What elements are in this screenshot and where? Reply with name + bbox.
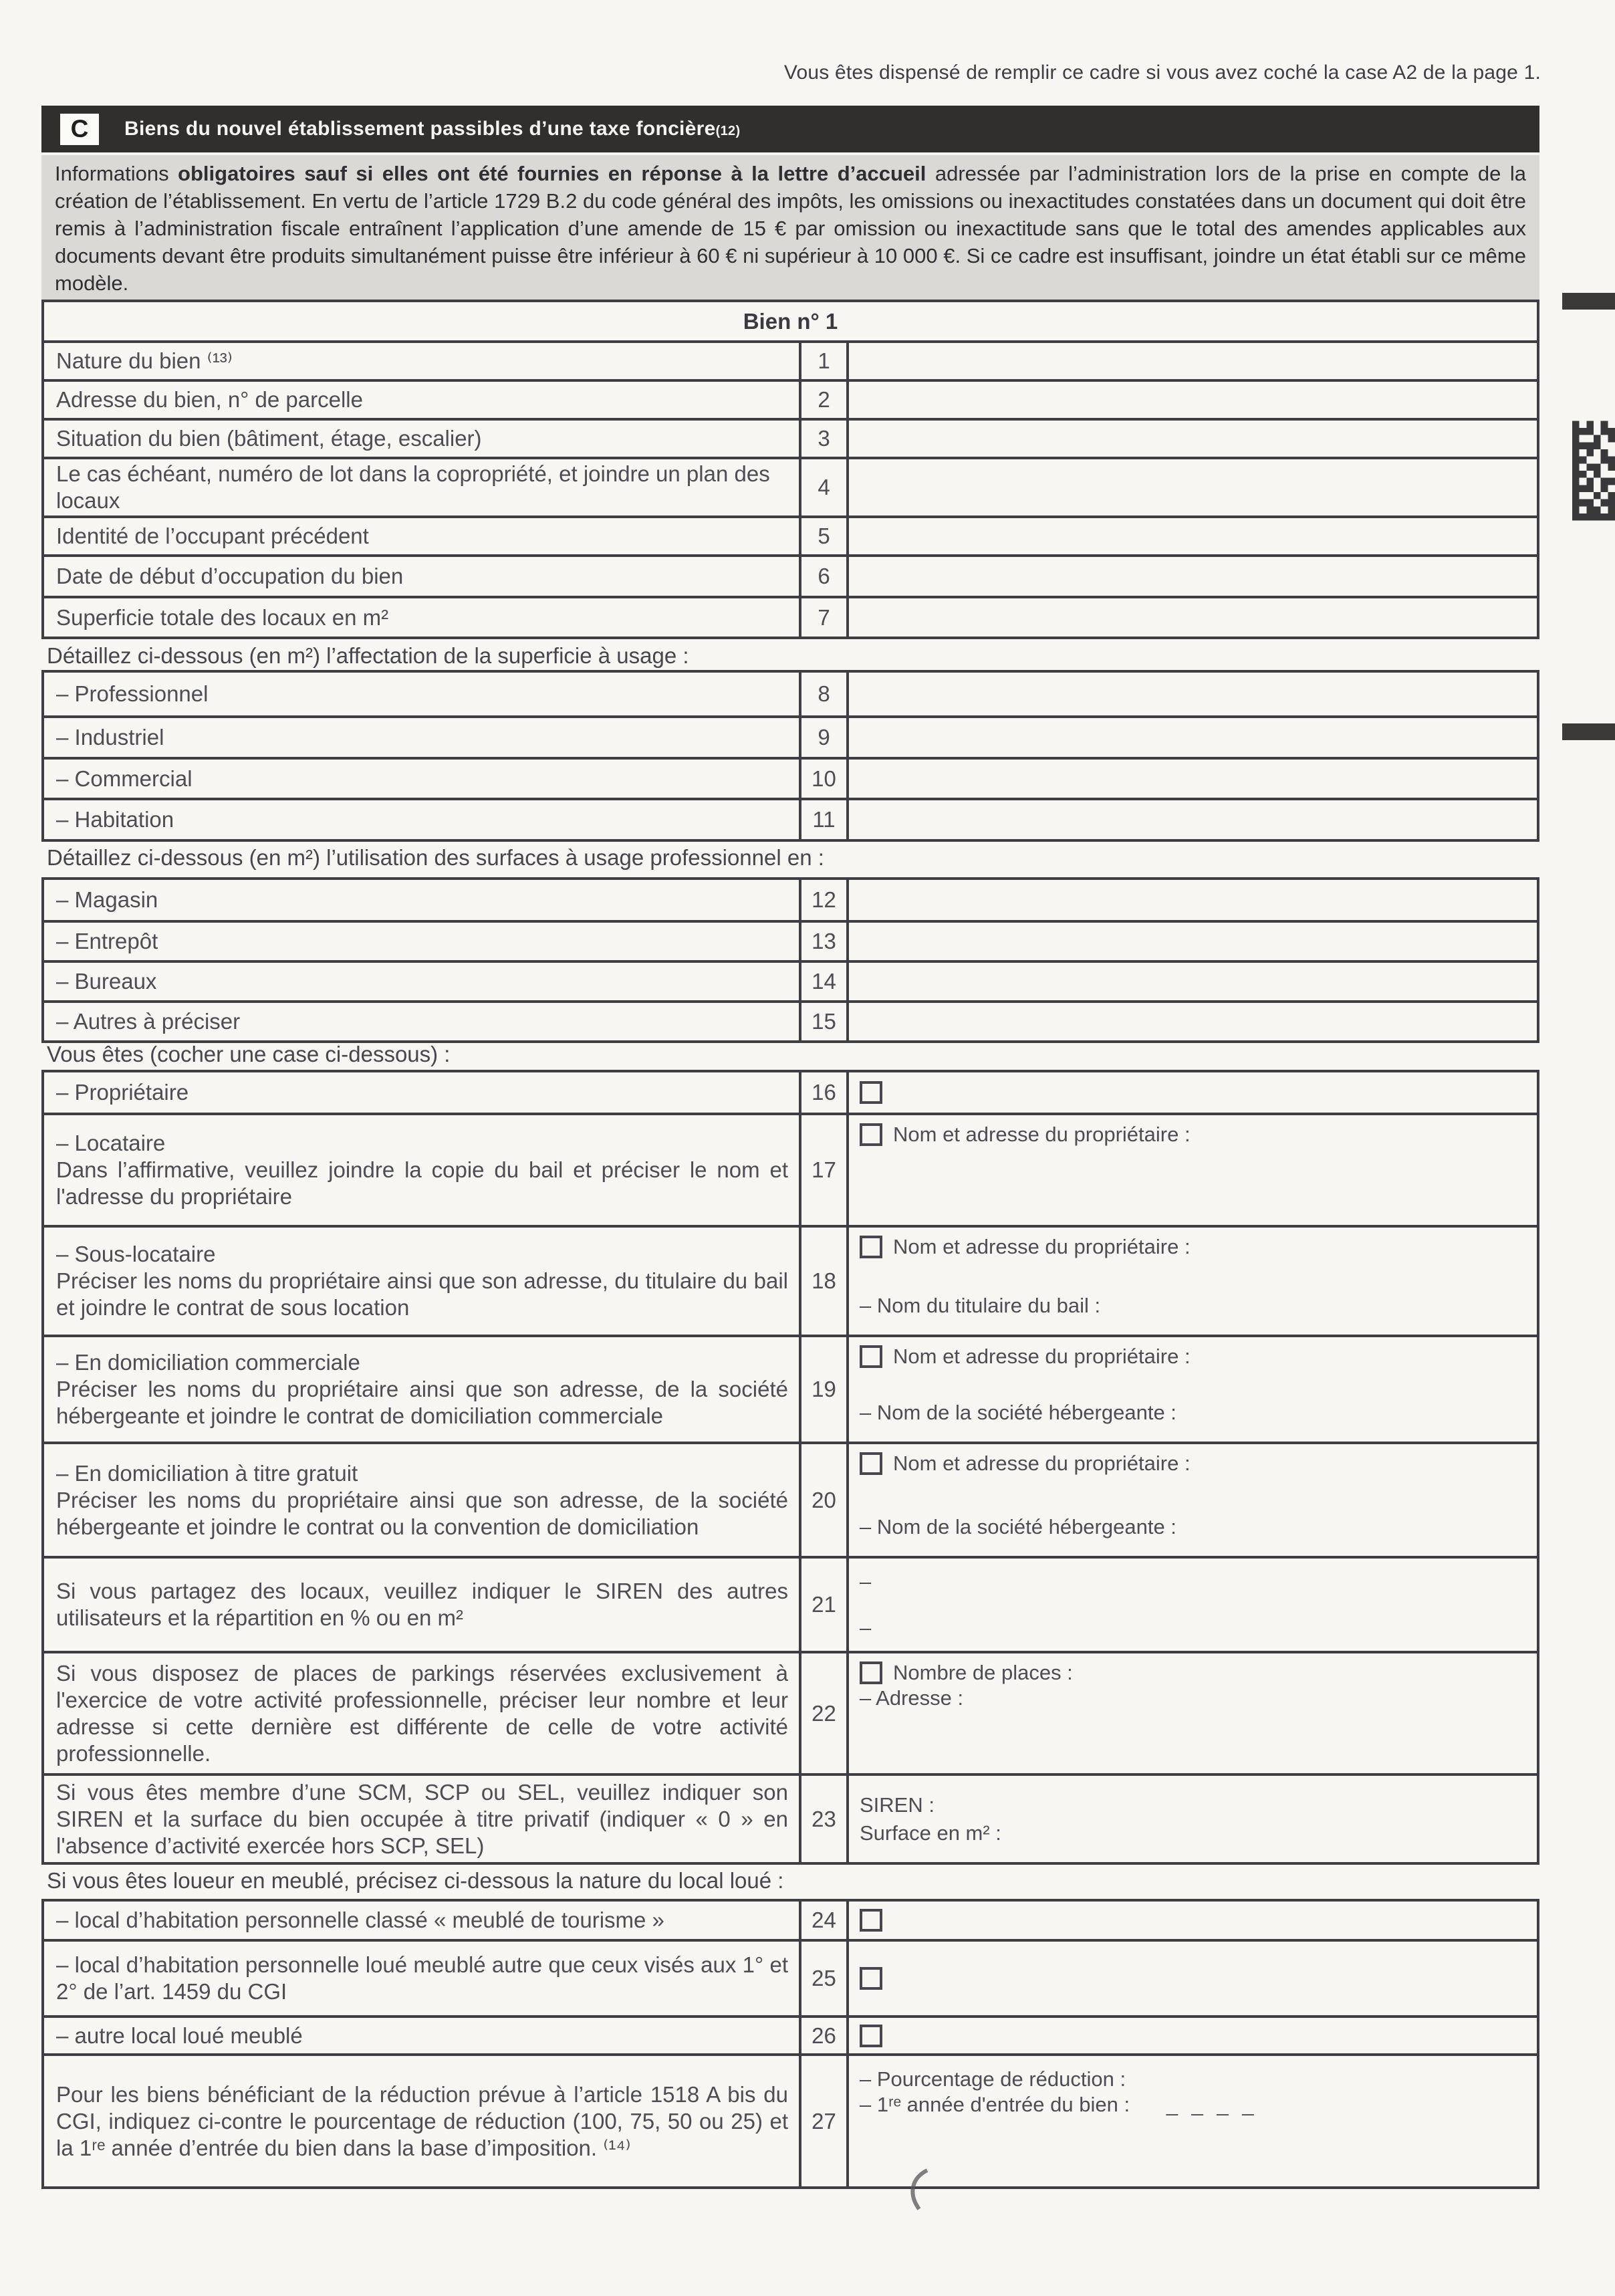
row-number: 11 [799, 800, 849, 839]
section-affectation-title: Détaillez ci-dessous (en m²) l’affectation de la superficie à usage : [47, 643, 689, 668]
form-row-14 [44, 960, 1537, 1000]
form-row-6 [44, 554, 1537, 596]
row-number: 24 [799, 1902, 849, 1939]
field-label-nom-adresse-proprietaire: Nom et adresse du propriétaire : [893, 1123, 1191, 1146]
form-row-4 [44, 457, 1537, 515]
value-cell-commercial[interactable] [849, 760, 1537, 798]
value-cell-domiciliation-commerciale[interactable] [849, 1337, 1537, 1442]
footnote-ref-12: (12) [715, 124, 741, 138]
row-number: 15 [799, 1003, 849, 1040]
exemption-note: Vous êtes dispensé de remplir ce cadre si vous avez coché la case A2 de la page 1. [783, 62, 1541, 84]
value-cell-situation[interactable] [849, 421, 1537, 457]
field-label-societe-hebergeante: – Nom de la société hébergeante : [860, 1401, 1176, 1424]
form-row-22 [44, 1651, 1537, 1773]
row-label: – Autres à préciser [56, 1009, 241, 1034]
form-row-25 [44, 1939, 1537, 2015]
row-number: 13 [799, 923, 849, 960]
row-label: – Habitation [56, 807, 174, 832]
form-row-27 [44, 2053, 1537, 2186]
row-label: Le cas échéant, numéro de lot dans la copropriété, et joindre un plan des locaux [56, 461, 770, 513]
row-label [44, 1228, 799, 1335]
checkbox-meuble-tourisme[interactable] [860, 1909, 882, 1932]
form-row-18 [44, 1225, 1537, 1335]
dash-line: – [860, 1615, 872, 1639]
bien-identification-table [41, 300, 1539, 639]
checkbox-meuble-autre[interactable] [860, 1967, 882, 1990]
value-cell-professionnel[interactable] [849, 673, 1537, 715]
field-label-nom-adresse-proprietaire: Nom et adresse du propriétaire : [893, 1235, 1191, 1258]
form-row-21 [44, 1556, 1537, 1651]
row-number: 23 [799, 1776, 849, 1862]
field-label-societe-hebergeante: – Nom de la société hébergeante : [860, 1515, 1176, 1538]
checkbox-sous-locataire[interactable] [860, 1236, 882, 1258]
row-label: – Entrepôt [56, 929, 158, 953]
form-row-20 [44, 1442, 1537, 1556]
value-cell-lot[interactable] [849, 459, 1537, 515]
field-label-nom-adresse-proprietaire: Nom et adresse du propriétaire : [893, 1452, 1191, 1475]
row-number: 17 [799, 1115, 849, 1225]
row-label: Pour les biens bénéficiant de la réduction prévue à l’article 1518 A bis du CGI, indiquez ci-contre le pourcentage de réduction (100, 75, 50 ou 25) et la 1ʳᵉ année d’entrée du bien dans la base d’imposition. ⁽¹⁴⁾ [56, 2081, 788, 2160]
form-row-24 [44, 1902, 1537, 1939]
row-label: Adresse du bien, n° de parcelle [56, 387, 363, 412]
row-label: – Professionnel [56, 681, 209, 706]
field-label-nom-adresse-proprietaire: Nom et adresse du propriétaire : [893, 1345, 1191, 1368]
value-cell-locataire[interactable] [849, 1115, 1537, 1225]
form-row-8 [44, 673, 1537, 715]
value-cell-proprietaire[interactable] [849, 1072, 1537, 1113]
value-cell-superficie[interactable] [849, 598, 1537, 637]
value-cell-reduction[interactable] [849, 2056, 1537, 2186]
value-cell-autres[interactable] [849, 1003, 1537, 1040]
row-number: 5 [799, 518, 849, 554]
row-label: Identité de l’occupant précédent [56, 524, 369, 548]
row-number: 8 [799, 673, 849, 715]
row-label-title: – Sous-locataire [56, 1242, 216, 1266]
value-cell-domiciliation-gratuite[interactable] [849, 1444, 1537, 1556]
value-cell-parkings[interactable] [849, 1653, 1537, 1773]
value-cell-siren-partage[interactable] [849, 1559, 1537, 1651]
row-label-desc: Préciser les noms du propriétaire ainsi que son adresse, de la société hébergeante et joindre le contrat de domiciliation commerciale [56, 1377, 788, 1428]
utilisation-table [41, 877, 1539, 1043]
row-number: 26 [799, 2018, 849, 2053]
row-number: 22 [799, 1653, 849, 1773]
row-number: 16 [799, 1072, 849, 1113]
row-label: Nature du bien ⁽¹³⁾ [56, 348, 233, 373]
row-label-desc: Dans l’affirmative, veuillez joindre la copie du bail et préciser le nom et l'adresse du propriétaire [56, 1157, 788, 1209]
form-row-7 [44, 596, 1537, 637]
form-row-10 [44, 757, 1537, 798]
row-number: 21 [799, 1559, 849, 1651]
value-cell-bureaux[interactable] [849, 963, 1537, 1000]
checkbox-domiciliation-gratuite[interactable] [860, 1452, 882, 1475]
row-label: Situation du bien (bâtiment, étage, escalier) [56, 426, 482, 451]
form-row-11 [44, 798, 1537, 839]
row-number: 14 [799, 963, 849, 1000]
field-label-adresse: – Adresse : [860, 1686, 964, 1710]
form-row-16 [44, 1072, 1537, 1113]
value-cell-sous-locataire[interactable] [849, 1228, 1537, 1335]
statut-occupation-table [41, 1070, 1539, 1865]
blank-fill-marks: _ _ _ _ [1166, 2093, 1258, 2116]
value-cell-occupant[interactable] [849, 518, 1537, 554]
row-number: 7 [799, 598, 849, 637]
field-label-surface: Surface en m² : [860, 1821, 1001, 1845]
value-cell-nature[interactable] [849, 343, 1537, 379]
checkbox-locataire[interactable] [860, 1123, 882, 1146]
row-label: – Magasin [56, 887, 158, 912]
row-number: 4 [799, 459, 849, 515]
row-number: 12 [799, 880, 849, 920]
row-label [44, 1337, 799, 1442]
row-label-desc: Préciser les noms du propriétaire ainsi que son adresse, du titulaire du bail et joindre le contrat de sous location [56, 1268, 788, 1320]
field-label-titulaire-bail: – Nom du titulaire du bail : [860, 1294, 1101, 1317]
value-cell-entrepot[interactable] [849, 923, 1537, 960]
form-row-13 [44, 920, 1537, 960]
row-number: 1 [799, 343, 849, 379]
section-c-header [41, 106, 1539, 152]
row-label-title: – Locataire [56, 1131, 166, 1155]
row-label: – Industriel [56, 725, 164, 750]
value-cell-scm[interactable] [849, 1776, 1537, 1862]
form-row-5 [44, 515, 1537, 554]
checkbox-autre-local-meuble[interactable] [860, 2025, 882, 2047]
row-label-title: – En domiciliation commerciale [56, 1350, 360, 1375]
form-row-19 [44, 1335, 1537, 1442]
field-label-pourcentage-reduction: – Pourcentage de réduction : [860, 2067, 1126, 2091]
row-label: Si vous êtes membre d’une SCM, SCP ou SEL, veuillez indiquer son SIREN et la surface du bien occupée à titre privatif (indiquer « 0 » en l'absence d’activité exercée hors SCP, SEL) [56, 1779, 788, 1858]
value-cell-magasin[interactable] [849, 880, 1537, 920]
value-cell-industriel[interactable] [849, 718, 1537, 757]
value-cell-adresse[interactable] [849, 382, 1537, 418]
checkbox-proprietaire[interactable] [860, 1081, 882, 1104]
print-registration-mark [1562, 293, 1615, 310]
row-number: 19 [799, 1337, 849, 1442]
print-registration-mark [1562, 723, 1615, 740]
form-row-2 [44, 379, 1537, 418]
legal-notice: Informations obligatoires sauf si elles ont été fournies en réponse à la lettre d’accueil adressée par l’administration lors de la prise en compte de la création de l’établissement. En vertu de l’article 1729 B.2 du code général des impôts, les omissions ou inexactitudes constatées dans un document qui doit être remis à l’administration fiscale entraînent l’application d’une amende de 15 € par omission ou inexactitude sans que le total des amendes applicables aux documents devant être produits simultanément puisse être inférieur à 60 € ni supérieur à 10 000 €. Si ce cadre est insuffisant, joindre un état établi sur ce même modèle. [41, 155, 1539, 300]
section-loueur-meuble-title: Si vous êtes loueur en meublé, précisez ci-dessous la nature du local loué : [47, 1868, 784, 1893]
location-meublee-table [41, 1899, 1539, 2189]
bien-number-title: Bien n° 1 [743, 308, 838, 334]
value-cell-date-occupation[interactable] [849, 557, 1537, 596]
row-label: – Commercial [56, 766, 193, 791]
affectation-table [41, 670, 1539, 842]
row-label: Date de début d’occupation du bien [56, 564, 404, 588]
form-row-23 [44, 1773, 1537, 1862]
row-label [44, 1115, 799, 1225]
dash-line: – [860, 1569, 872, 1593]
row-number: 2 [799, 382, 849, 418]
form-row-17 [44, 1113, 1537, 1225]
field-label-nombre-places: Nombre de places : [893, 1661, 1073, 1684]
section-utilisation-title: Détaillez ci-dessous (en m²) l’utilisation des surfaces à usage professionnel en : [47, 845, 824, 870]
field-label-siren: SIREN : [860, 1793, 935, 1817]
bien-header-row [44, 302, 1537, 340]
datamatrix-barcode [1572, 418, 1615, 524]
row-number: 27 [799, 2056, 849, 2186]
checkbox-domiciliation-commerciale[interactable] [860, 1345, 882, 1368]
row-label: Superficie totale des locaux en m² [56, 604, 389, 630]
row-label [44, 1444, 799, 1556]
form-row-12 [44, 880, 1537, 920]
row-label: – autre local loué meublé [56, 2023, 303, 2048]
row-label-desc: Préciser les noms du propriétaire ainsi que son adresse, de la société hébergeante et joindre le contrat ou la convention de domiciliation [56, 1487, 788, 1539]
form-row-26 [44, 2015, 1537, 2053]
row-label: – local d’habitation personnelle loué meublé autre que ceux visés aux 1° et 2° de l’art. 1459 du CGI [56, 1952, 788, 2004]
row-number: 10 [799, 760, 849, 798]
value-cell-meuble-tourisme[interactable] [849, 1902, 1537, 1939]
field-label-premiere-annee: – 1ʳᵉ année d'entrée du bien : [860, 2093, 1130, 2116]
row-number: 3 [799, 421, 849, 457]
scan-artifact-squiggle [899, 2166, 946, 2216]
section-vous-etes-title: Vous êtes (cocher une case ci-dessous) : [47, 1042, 451, 1066]
form-row-9 [44, 715, 1537, 757]
row-label: Si vous partagez des locaux, veuillez indiquer le SIREN des autres utilisateurs et la répartition en % ou en m² [56, 1579, 788, 1630]
row-number: 25 [799, 1942, 849, 2015]
row-number: 6 [799, 557, 849, 596]
row-label: – Propriétaire [56, 1080, 189, 1105]
section-letter-badge: C [60, 114, 99, 145]
checkbox-nombre-places[interactable] [860, 1661, 882, 1684]
row-number: 20 [799, 1444, 849, 1556]
value-cell-habitation[interactable] [849, 800, 1537, 839]
row-label: Si vous disposez de places de parkings réservées exclusivement à l'exercice de votre activité professionnelle, préciser leur nombre et leur adresse si cette dernière est différente de celle de votre activité professionnelle. [56, 1660, 788, 1766]
row-label: – local d’habitation personnelle classé « meublé de tourisme » [56, 1908, 664, 1932]
row-number: 18 [799, 1228, 849, 1335]
row-number: 9 [799, 718, 849, 757]
value-cell-autre-local-meuble[interactable] [849, 2018, 1537, 2053]
form-row-1 [44, 340, 1537, 379]
form-row-3 [44, 418, 1537, 457]
section-title: Biens du nouvel établissement passibles d’une taxe foncière(12) [124, 118, 741, 140]
row-label-title: – En domiciliation à titre gratuit [56, 1460, 358, 1486]
row-label: – Bureaux [56, 969, 157, 994]
form-row-15 [44, 1000, 1537, 1040]
value-cell-meuble-autre[interactable] [849, 1942, 1537, 2015]
